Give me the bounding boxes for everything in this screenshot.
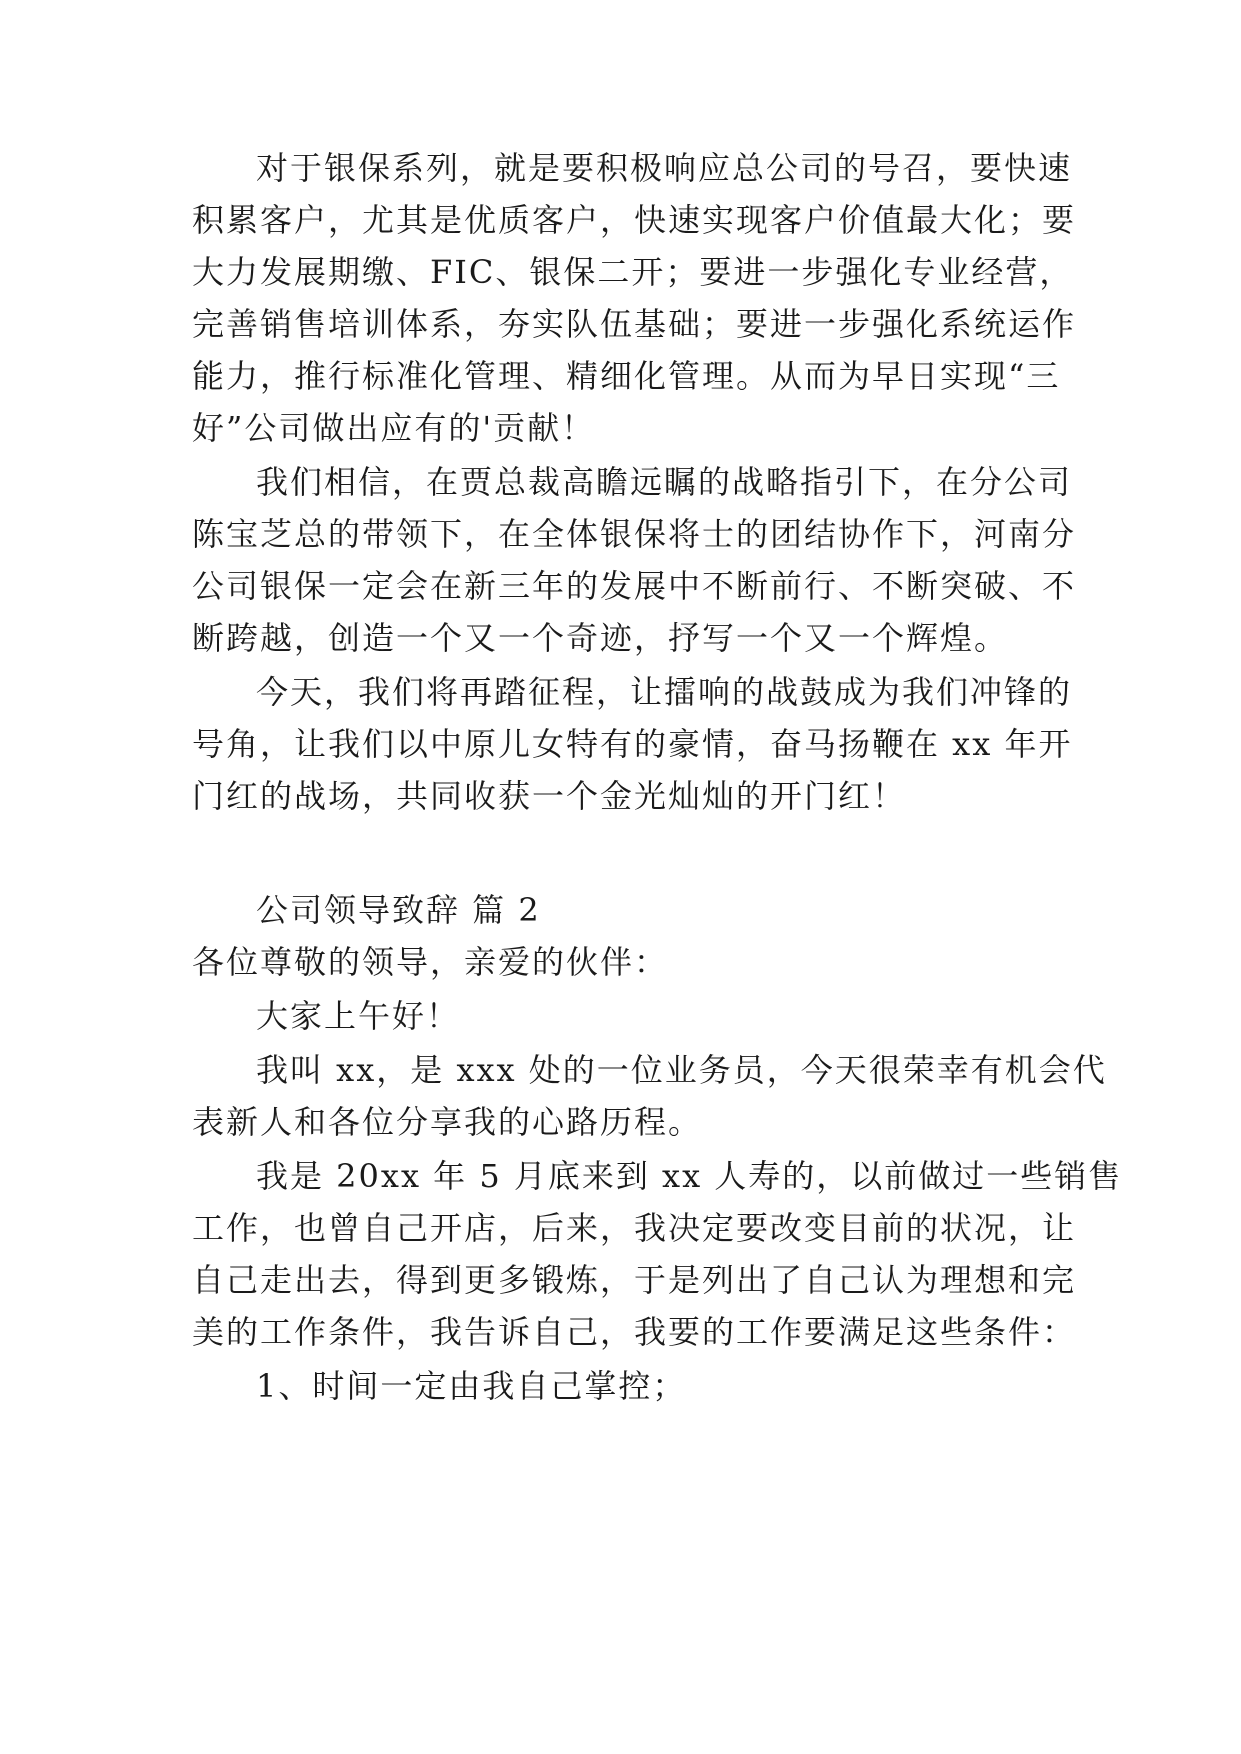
paragraph-line: 自己走出去，得到更多锻炼，于是列出了自己认为理想和完 [192, 1261, 1077, 1299]
section-heading: 公司领导致辞 篇 2 [256, 891, 541, 929]
salutation: 各位尊敬的领导，亲爱的伙伴： [192, 943, 669, 981]
paragraph-line: 美的工作条件，我告诉自己，我要的工作要满足这些条件： [192, 1313, 1077, 1351]
paragraph-line: 表新人和各位分享我的心路历程。 [192, 1103, 703, 1141]
list-item: 1、时间一定由我自己掌控； [256, 1367, 687, 1405]
paragraph-line: 公司银保一定会在新三年的发展中不断前行、不断突破、不 [192, 567, 1077, 605]
paragraph-line: 工作，也曾自己开店，后来，我决定要改变目前的状况，让 [192, 1209, 1077, 1247]
paragraph-line: 完善销售培训体系，夯实队伍基础；要进一步强化系统运作 [192, 305, 1077, 343]
greeting: 大家上午好！ [256, 997, 461, 1035]
paragraph-line: 积累客户，尤其是优质客户，快速实现客户价值最大化；要 [192, 201, 1077, 239]
paragraph-line: 门红的战场，共同收获一个金光灿灿的开门红！ [192, 777, 907, 815]
paragraph-line: 对于银保系列，就是要积极响应总公司的号召，要快速 [256, 149, 1073, 187]
paragraph-line: 我们相信，在贾总裁高瞻远瞩的战略指引下，在分公司 [256, 463, 1073, 501]
paragraph-line: 断跨越，创造一个又一个奇迹，抒写一个又一个辉煌。 [192, 619, 1009, 657]
paragraph-line: 我是 20xx 年 5 月底来到 xx 人寿的，以前做过一些销售 [256, 1157, 1123, 1195]
paragraph-line: 能力，推行标准化管理、精细化管理。从而为早日实现“三 [192, 357, 1061, 395]
paragraph-line: 陈宝芝总的带领下，在全体银保将士的团结协作下，河南分 [192, 515, 1077, 553]
paragraph-line: 今天，我们将再踏征程，让擂响的战鼓成为我们冲锋的 [256, 673, 1073, 711]
paragraph-line: 我叫 xx，是 xxx 处的一位业务员，今天很荣幸有机会代 [256, 1051, 1107, 1089]
paragraph-line: 好”公司做出应有的'贡献！ [192, 409, 596, 447]
paragraph-line: 号角，让我们以中原儿女特有的豪情，奋马扬鞭在 xx 年开 [192, 725, 1073, 763]
paragraph-line: 大力发展期缴、FIC、银保二开；要进一步强化专业经营， [192, 253, 1074, 291]
